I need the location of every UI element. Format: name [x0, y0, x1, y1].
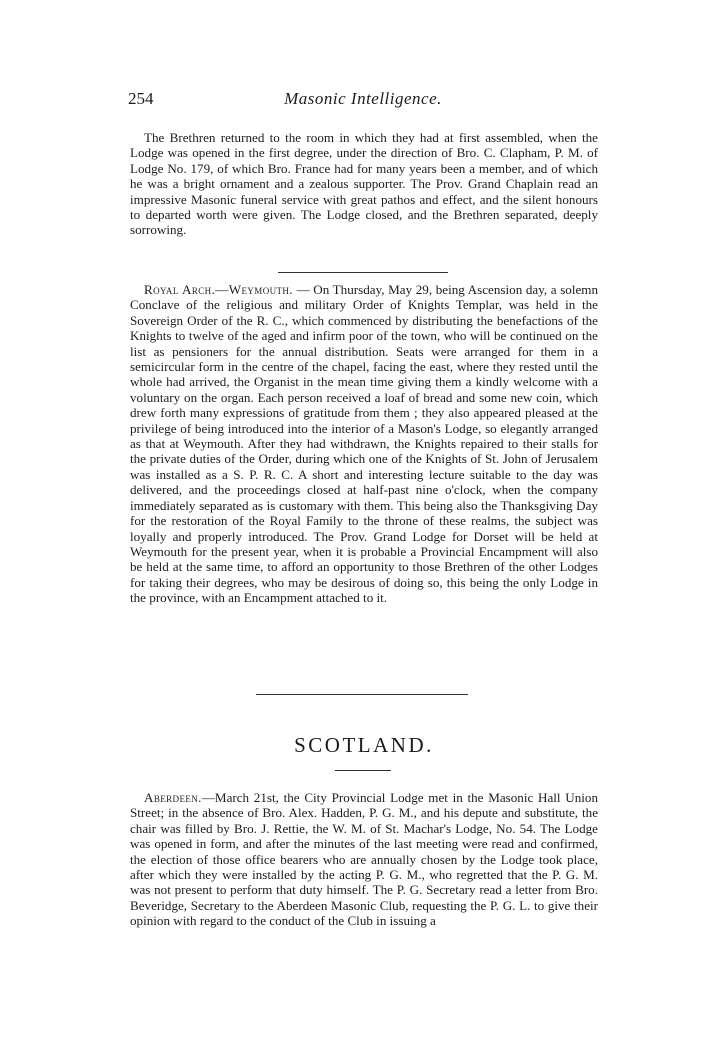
- section-divider: [256, 694, 468, 695]
- paragraph-heading: Aberdeen.: [144, 790, 202, 805]
- paragraph-text: — On Thursday, May 29, being Ascension day, a solemn Conclave of the religious and military Order of Knights Templar, was held in the Sovereign Order of the R. C., which commenced by distributing the benefactions of the Knights to twelve of the aged and infirm poor of the town, who will be continued on the list as pensioners for the annual distribution. Seats were arranged for them in a semicircular form in the centre of the chapel, facing the east, where they rested until the whole had arrived, the Organist in the mean time giving them a kindly welcome with a voluntary on the organ. Each person received a loaf of bread and some new coin, which drew forth many expressions of gratitude from them ; they also appeared pleased at the privilege of being introduced into the interior of a Mason's Lodge, so elegantly arranged as that at Weymouth. After they had withdrawn, the Knights repaired to their stalls for the private duties of the Order, during which one of the Knights of St. John of Jerusalem was installed as a S. P. R. C. A short and interesting lecture suitable to the day was delivered, and the proceedings closed at half-past nine o'clock, when the company immediately separated as is customary with them. This being also the Thanksgiving Day for the restoration of the Royal Family to the throne of these realms, the subject was loyally and properly introduced. The Prov. Grand Lodge for Dorset will be held at Weymouth for the present year, when it is probable a Provincial Encampment will also be held at the same time, to afford an opportunity to those Brethren of the other Lodges for taking their degrees, who may be desirous of doing so, this being the only Lodge in the province, with an Encampment attached to it.: [130, 282, 599, 606]
- paragraph-text: The Brethren returned to the room in which they had at first assembled, when the Lodge was opened in the first degree, under the direction of Bro. C. Clapham, P. M. of Lodge No. 179, of which Bro. France had for many years been a member, and of which he was a bright ornament and a zealous supporter. The Prov. Grand Chaplain read an impressive Masonic funeral service with great pathos and effect, and the silent honours to departed worth were given. The Lodge closed, and the Brethren separated, deeply sorrowing.: [130, 130, 598, 238]
- page-number: 254: [128, 89, 154, 108]
- paragraph-aberdeen: [130, 790, 598, 929]
- paragraph-text: —March 21st, the City Provincial Lodge met in the Masonic Hall Union Street; in the absence of Bro. Alex. Hadden, P. G. M., and his depute and substitute, the chair was filled by Bro. J. Rettie, the W. M. of St. Machar's Lodge, No. 54. The Lodge was opened in form, and after the minutes of the last meeting were read and confirmed, the election of those office bearers who are annually chosen by the Lodge took place, after which they were installed by the acting P. G. M., who regretted that the P. G. M. was not present to perform that duty himself. The P. G. Secretary read a letter from Bro. Beveridge, Secretary to the Aberdeen Masonic Club, requesting the P. G. L. to give their opinion with regard to the conduct of the Club in issuing a: [130, 790, 598, 929]
- section-divider: [278, 272, 448, 273]
- paragraph-funeral-service: [130, 130, 598, 238]
- title-underline: [335, 770, 391, 771]
- page-header: [128, 89, 598, 113]
- paragraph-heading: Royal Arch.—Weymouth.: [144, 282, 293, 297]
- section-title: SCOTLAND.: [294, 733, 434, 757]
- running-head: Masonic Intelligence.: [284, 89, 442, 108]
- paragraph-royal-arch-weymouth: [130, 282, 598, 606]
